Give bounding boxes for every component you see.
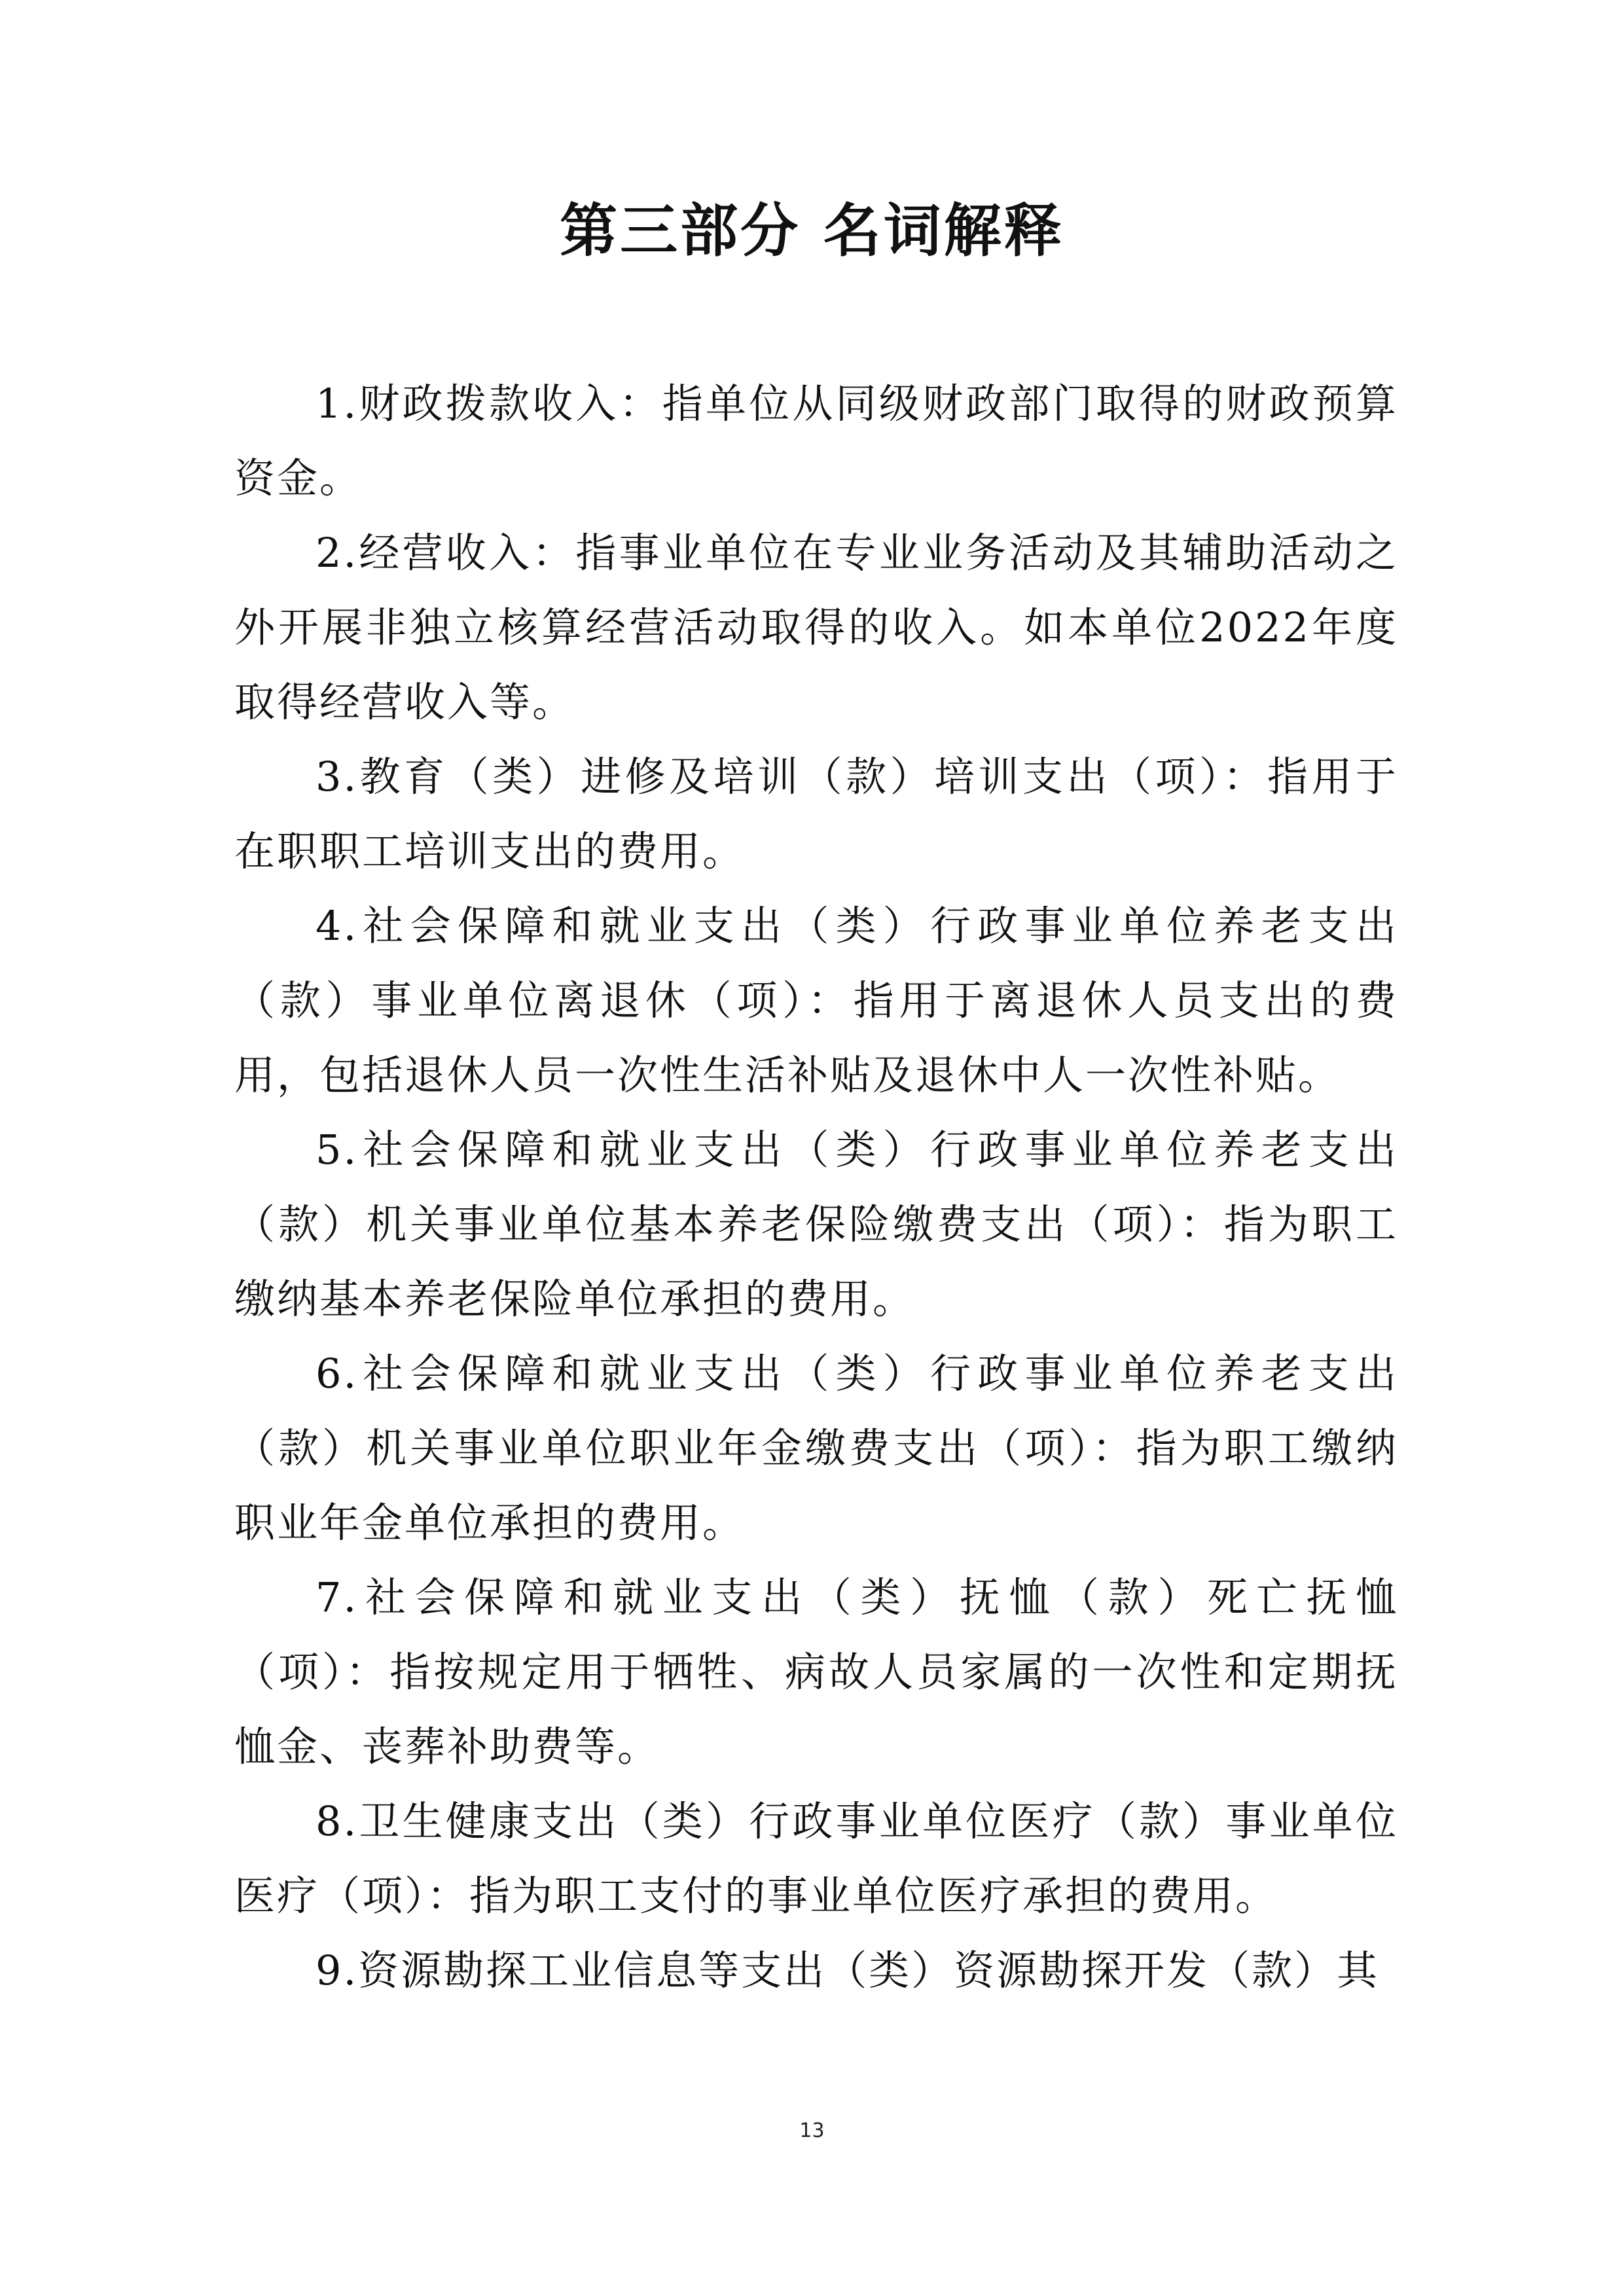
- body-text: [234, 367, 1398, 2008]
- paragraph-7: 7.社会保障和就业支出（类）抚恤（款）死亡抚恤（项）：指按规定用于牺牲、病故人员家属的一次性和定期抚恤金、丧葬补助费等。: [234, 1573, 1398, 1770]
- paragraph-3: 3.教育（类）进修及培训（款）培训支出（项）：指用于在职职工培训支出的费用。: [234, 753, 1398, 875]
- paragraph-6: 6.社会保障和就业支出（类）行政事业单位养老支出（款）机关事业单位职业年金缴费支出（项）：指为职工缴纳职业年金单位承担的费用。: [234, 1350, 1398, 1547]
- paragraph-4: 4.社会保障和就业支出（类）行政事业单位养老支出（款）事业单位离退休（项）：指用于离退休人员支出的费用，包括退休人员一次性生活补贴及退休中人一次性补贴。: [234, 902, 1398, 1099]
- paragraph-1: 1.财政拨款收入：指单位从同级财政部门取得的财政预算资金。: [234, 380, 1398, 502]
- paragraph-5: 5.社会保障和就业支出（类）行政事业单位养老支出（款）机关事业单位基本养老保险缴费支出（项）：指为职工缴纳基本养老保险单位承担的费用。: [234, 1126, 1398, 1323]
- page-number: 13: [799, 2119, 825, 2142]
- page-title: 第三部分 名词解释: [560, 197, 1064, 264]
- paragraph-2: 2.经营收入：指事业单位在专业业务活动及其辅助活动之外开展非独立核算经营活动取得的收入。如本单位2022年度取得经营收入等。: [234, 529, 1398, 726]
- paragraph-8: 8.卫生健康支出（类）行政事业单位医疗（款）事业单位医疗（项）：指为职工支付的事业单位医疗承担的费用。: [234, 1797, 1398, 1920]
- paragraph-9: 9.资源勘探工业信息等支出（类）资源勘探开发（款）其: [316, 1946, 1380, 1994]
